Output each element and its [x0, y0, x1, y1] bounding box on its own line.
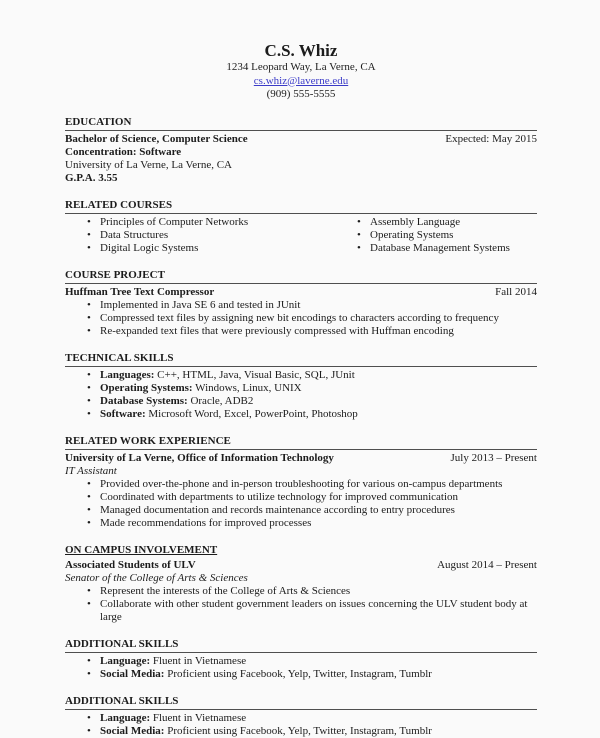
bullet-list	[65, 299, 537, 338]
section-heading-text: EDUCATION	[65, 115, 132, 128]
bullet-text: Implemented in Java SE 6 and tested in JUnit	[100, 298, 301, 311]
bullet-item	[356, 242, 537, 255]
entry-title: Bachelor of Science, Computer Science	[65, 132, 248, 145]
bullet-text: Operating Systems	[370, 228, 454, 241]
bullet-text: Compressed text files by assigning new bit encodings to characters according to frequency	[100, 311, 499, 324]
bullet-text: Re-expanded text files that were previously compressed with Huffman encoding	[100, 324, 454, 337]
bullet-label: Language:	[100, 711, 151, 724]
entry-title: University of La Verne, Office of Information Technology	[65, 451, 334, 464]
entry-title: Huffman Tree Text Compressor	[65, 285, 215, 298]
bullet-text: Fluent in Vietnamese	[150, 654, 247, 667]
bullet-label: Languages:	[100, 368, 155, 381]
bullet-text: Made recommendations for improved processes	[100, 516, 312, 529]
bullet-item	[86, 655, 537, 668]
bullet-list	[65, 585, 537, 624]
bullet-label: Operating Systems:	[100, 381, 193, 394]
bullet-text: Data Structures	[100, 228, 169, 241]
bullet-item	[86, 312, 537, 325]
entry-title-row	[65, 559, 537, 572]
bullet-text: C++, HTML, Java, Visual Basic, SQL, JUnit	[154, 368, 355, 381]
section-heading	[65, 544, 537, 557]
section-heading	[65, 199, 537, 214]
section-heading	[65, 269, 537, 284]
bullet-item	[86, 504, 537, 517]
section-heading-text: COURSE PROJECT	[65, 268, 165, 281]
resume-header	[65, 40, 537, 102]
entry-title-row	[65, 133, 537, 146]
candidate-name: C.S. Whiz	[264, 41, 338, 60]
sections	[65, 116, 537, 738]
section-additional-skills-2	[65, 695, 537, 738]
section-heading-text: ADDITIONAL SKILLS	[65, 637, 179, 650]
bullet-item	[86, 229, 335, 242]
bullet-item	[86, 408, 537, 421]
email-link[interactable]: cs.whiz@laverne.edu	[253, 74, 349, 87]
section-heading	[65, 695, 537, 710]
bullet-item	[86, 395, 537, 408]
section-additional-skills-1	[65, 638, 537, 681]
address-line: 1234 Leopard Way, La Verne, CA	[226, 61, 376, 73]
bullet-item	[86, 299, 537, 312]
bullet-item	[86, 478, 537, 491]
entry-plain-line: University of La Verne, La Verne, CA	[65, 158, 232, 171]
section-heading-text: ON CAMPUS INVOLVEMENT	[65, 543, 218, 556]
bullet-item	[86, 517, 537, 530]
section-course-project	[65, 269, 537, 338]
bullet-item	[86, 725, 537, 738]
section-heading-text: RELATED WORK EXPERIENCE	[65, 434, 231, 447]
entry-date: July 2013 – Present	[450, 451, 537, 464]
bullet-text: Proficient using Facebook, Yelp, Twitter, Instagram, Tumblr	[164, 667, 432, 680]
bullet-text: Represent the interests of the College of Arts & Sciences	[100, 584, 351, 597]
bullet-text: Digital Logic Systems	[100, 241, 199, 254]
entry-bold-line: Concentration: Software	[65, 145, 182, 158]
entry-title-row	[65, 286, 537, 299]
bullet-item	[86, 491, 537, 504]
bullet-item	[86, 369, 537, 382]
section-related-courses	[65, 199, 537, 255]
bullet-list	[65, 712, 537, 738]
section-heading	[65, 116, 537, 131]
bullet-list-left	[65, 216, 335, 255]
bullet-text: Oracle, ADB2	[187, 394, 254, 407]
section-heading-text: RELATED COURSES	[65, 198, 173, 211]
bullet-item	[356, 229, 537, 242]
section-related-work-experience	[65, 435, 537, 530]
section-heading	[65, 352, 537, 367]
bullet-text: Principles of Computer Networks	[100, 215, 249, 228]
bullet-label: Language:	[100, 654, 151, 667]
entry-italic-line: IT Assistant	[65, 464, 117, 477]
section-heading	[65, 435, 537, 450]
section-heading-text: TECHNICAL SKILLS	[65, 351, 174, 364]
bullet-list	[65, 478, 537, 530]
section-heading	[65, 638, 537, 653]
bullet-item	[86, 712, 537, 725]
entry-date: Expected: May 2015	[445, 132, 537, 145]
bullet-text: Fluent in Vietnamese	[150, 711, 247, 724]
bullet-item	[86, 668, 537, 681]
bullet-text: Microsoft Word, Excel, PowerPoint, Photoshop	[145, 407, 358, 420]
bullet-text: Proficient using Facebook, Yelp, Twitter, Instagram, Tumblr	[164, 724, 432, 737]
bullet-list	[65, 369, 537, 421]
bullet-item	[86, 216, 335, 229]
bullet-item	[86, 598, 537, 624]
bullet-item	[356, 216, 537, 229]
bullet-item	[86, 325, 537, 338]
section-education	[65, 116, 537, 185]
bullet-item	[86, 585, 537, 598]
bullet-list	[65, 655, 537, 681]
bullet-text: Provided over-the-phone and in-person troubleshooting for various on-campus departments	[100, 477, 503, 490]
section-heading-text: ADDITIONAL SKILLS	[65, 694, 179, 707]
bullet-label: Social Media:	[100, 667, 165, 680]
bullet-label: Social Media:	[100, 724, 165, 737]
bullet-list-right	[335, 216, 537, 255]
bullet-label: Database Systems:	[100, 394, 188, 407]
bullet-text: Managed documentation and records maintenance according to entry procedures	[100, 503, 455, 516]
bullet-label: Software:	[100, 407, 146, 420]
entry-date: Fall 2014	[495, 285, 537, 298]
bullet-text: Collaborate with other student government leaders on issues concerning the ULV student body at large	[100, 597, 528, 623]
entry-title: Associated Students of ULV	[65, 558, 196, 571]
bullet-item	[86, 382, 537, 395]
phone-line: (909) 555-5555	[266, 88, 336, 100]
entry-bold-line: G.P.A. 3.55	[65, 171, 118, 184]
bullet-text: Windows, Linux, UNIX	[192, 381, 302, 394]
entry-italic-line: Senator of the College of Arts & Sciences	[65, 571, 248, 584]
bullet-text: Assembly Language	[370, 215, 461, 228]
section-technical-skills	[65, 352, 537, 421]
entry-title-row	[65, 452, 537, 465]
course-columns	[65, 216, 537, 255]
bullet-item	[86, 242, 335, 255]
bullet-text: Coordinated with departments to utilize technology for improved communication	[100, 490, 459, 503]
bullet-text: Database Management Systems	[370, 241, 510, 254]
section-on-campus-involvement	[65, 544, 537, 624]
entry-date: August 2014 – Present	[437, 558, 537, 571]
